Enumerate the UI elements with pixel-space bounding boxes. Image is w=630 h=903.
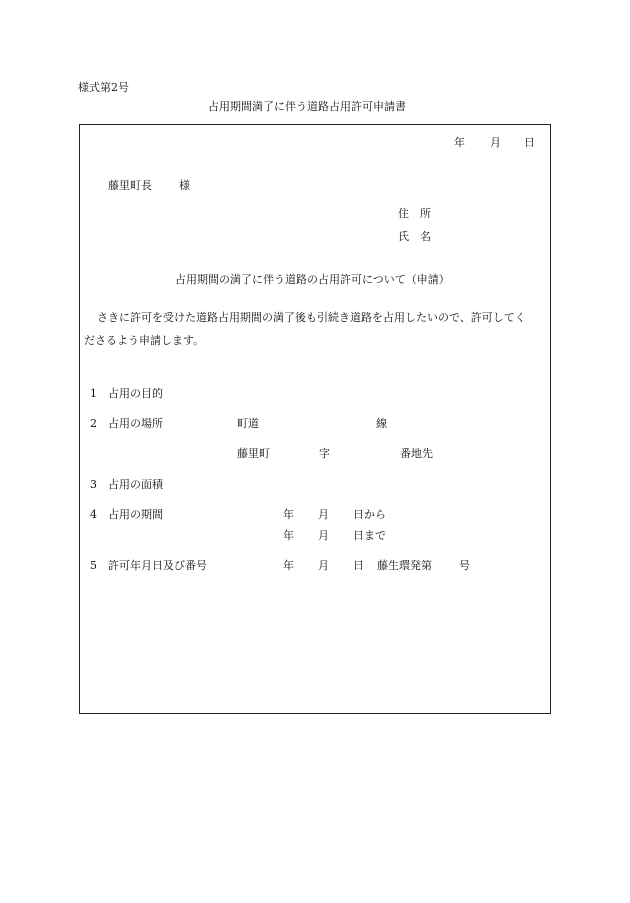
location-lot: 番地先 bbox=[400, 447, 433, 460]
item-number: 5 bbox=[90, 559, 97, 572]
permit-day: 日 bbox=[353, 559, 364, 572]
period-to-day: 日まで bbox=[353, 529, 386, 542]
subject-line: 占用期間の満了に伴う道路の占用許可について（申請） bbox=[175, 273, 450, 286]
permit-month: 月 bbox=[318, 559, 329, 572]
form-number: 様式第2号 bbox=[78, 81, 129, 94]
date-year: 年 bbox=[454, 136, 465, 149]
period-to-year: 年 bbox=[283, 529, 294, 542]
applicant-name-label: 氏 名 bbox=[398, 230, 431, 243]
period-from-day: 日から bbox=[353, 508, 386, 521]
location-road-type: 町道 bbox=[237, 417, 259, 430]
addressee-honorific: 様 bbox=[179, 179, 190, 192]
date-day: 日 bbox=[524, 136, 535, 149]
item-permit-label: 許可年月日及び番号 bbox=[108, 559, 207, 572]
item-area-label: 占用の面積 bbox=[108, 478, 163, 491]
body-text-line-2: ださるよう申請します。 bbox=[84, 334, 205, 347]
location-line: 線 bbox=[376, 417, 387, 430]
item-number: 4 bbox=[90, 508, 97, 521]
applicant-address-label: 住 所 bbox=[398, 207, 431, 220]
period-to-month: 月 bbox=[318, 529, 329, 542]
permit-number-prefix: 藤生環発第 bbox=[377, 559, 432, 572]
location-aza: 字 bbox=[319, 447, 330, 460]
item-period-label: 占用の期間 bbox=[108, 508, 163, 521]
permit-number-suffix: 号 bbox=[459, 559, 470, 572]
location-town: 藤里町 bbox=[237, 447, 270, 460]
item-purpose-label: 占用の目的 bbox=[108, 387, 163, 400]
document-title: 占用期間満了に伴う道路占用許可申請書 bbox=[208, 100, 406, 113]
permit-year: 年 bbox=[283, 559, 294, 572]
item-location-label: 占用の場所 bbox=[108, 417, 163, 430]
item-number: 1 bbox=[90, 387, 97, 400]
period-from-month: 月 bbox=[318, 508, 329, 521]
date-month: 月 bbox=[490, 136, 501, 149]
body-text-line-1: さきに許可を受けた道路占用期間の満了後も引続き道路を占用したいので、許可してく bbox=[97, 311, 526, 324]
item-number: 2 bbox=[90, 417, 97, 430]
addressee-name: 藤里町長 bbox=[108, 179, 152, 192]
item-number: 3 bbox=[90, 478, 97, 491]
period-from-year: 年 bbox=[283, 508, 294, 521]
